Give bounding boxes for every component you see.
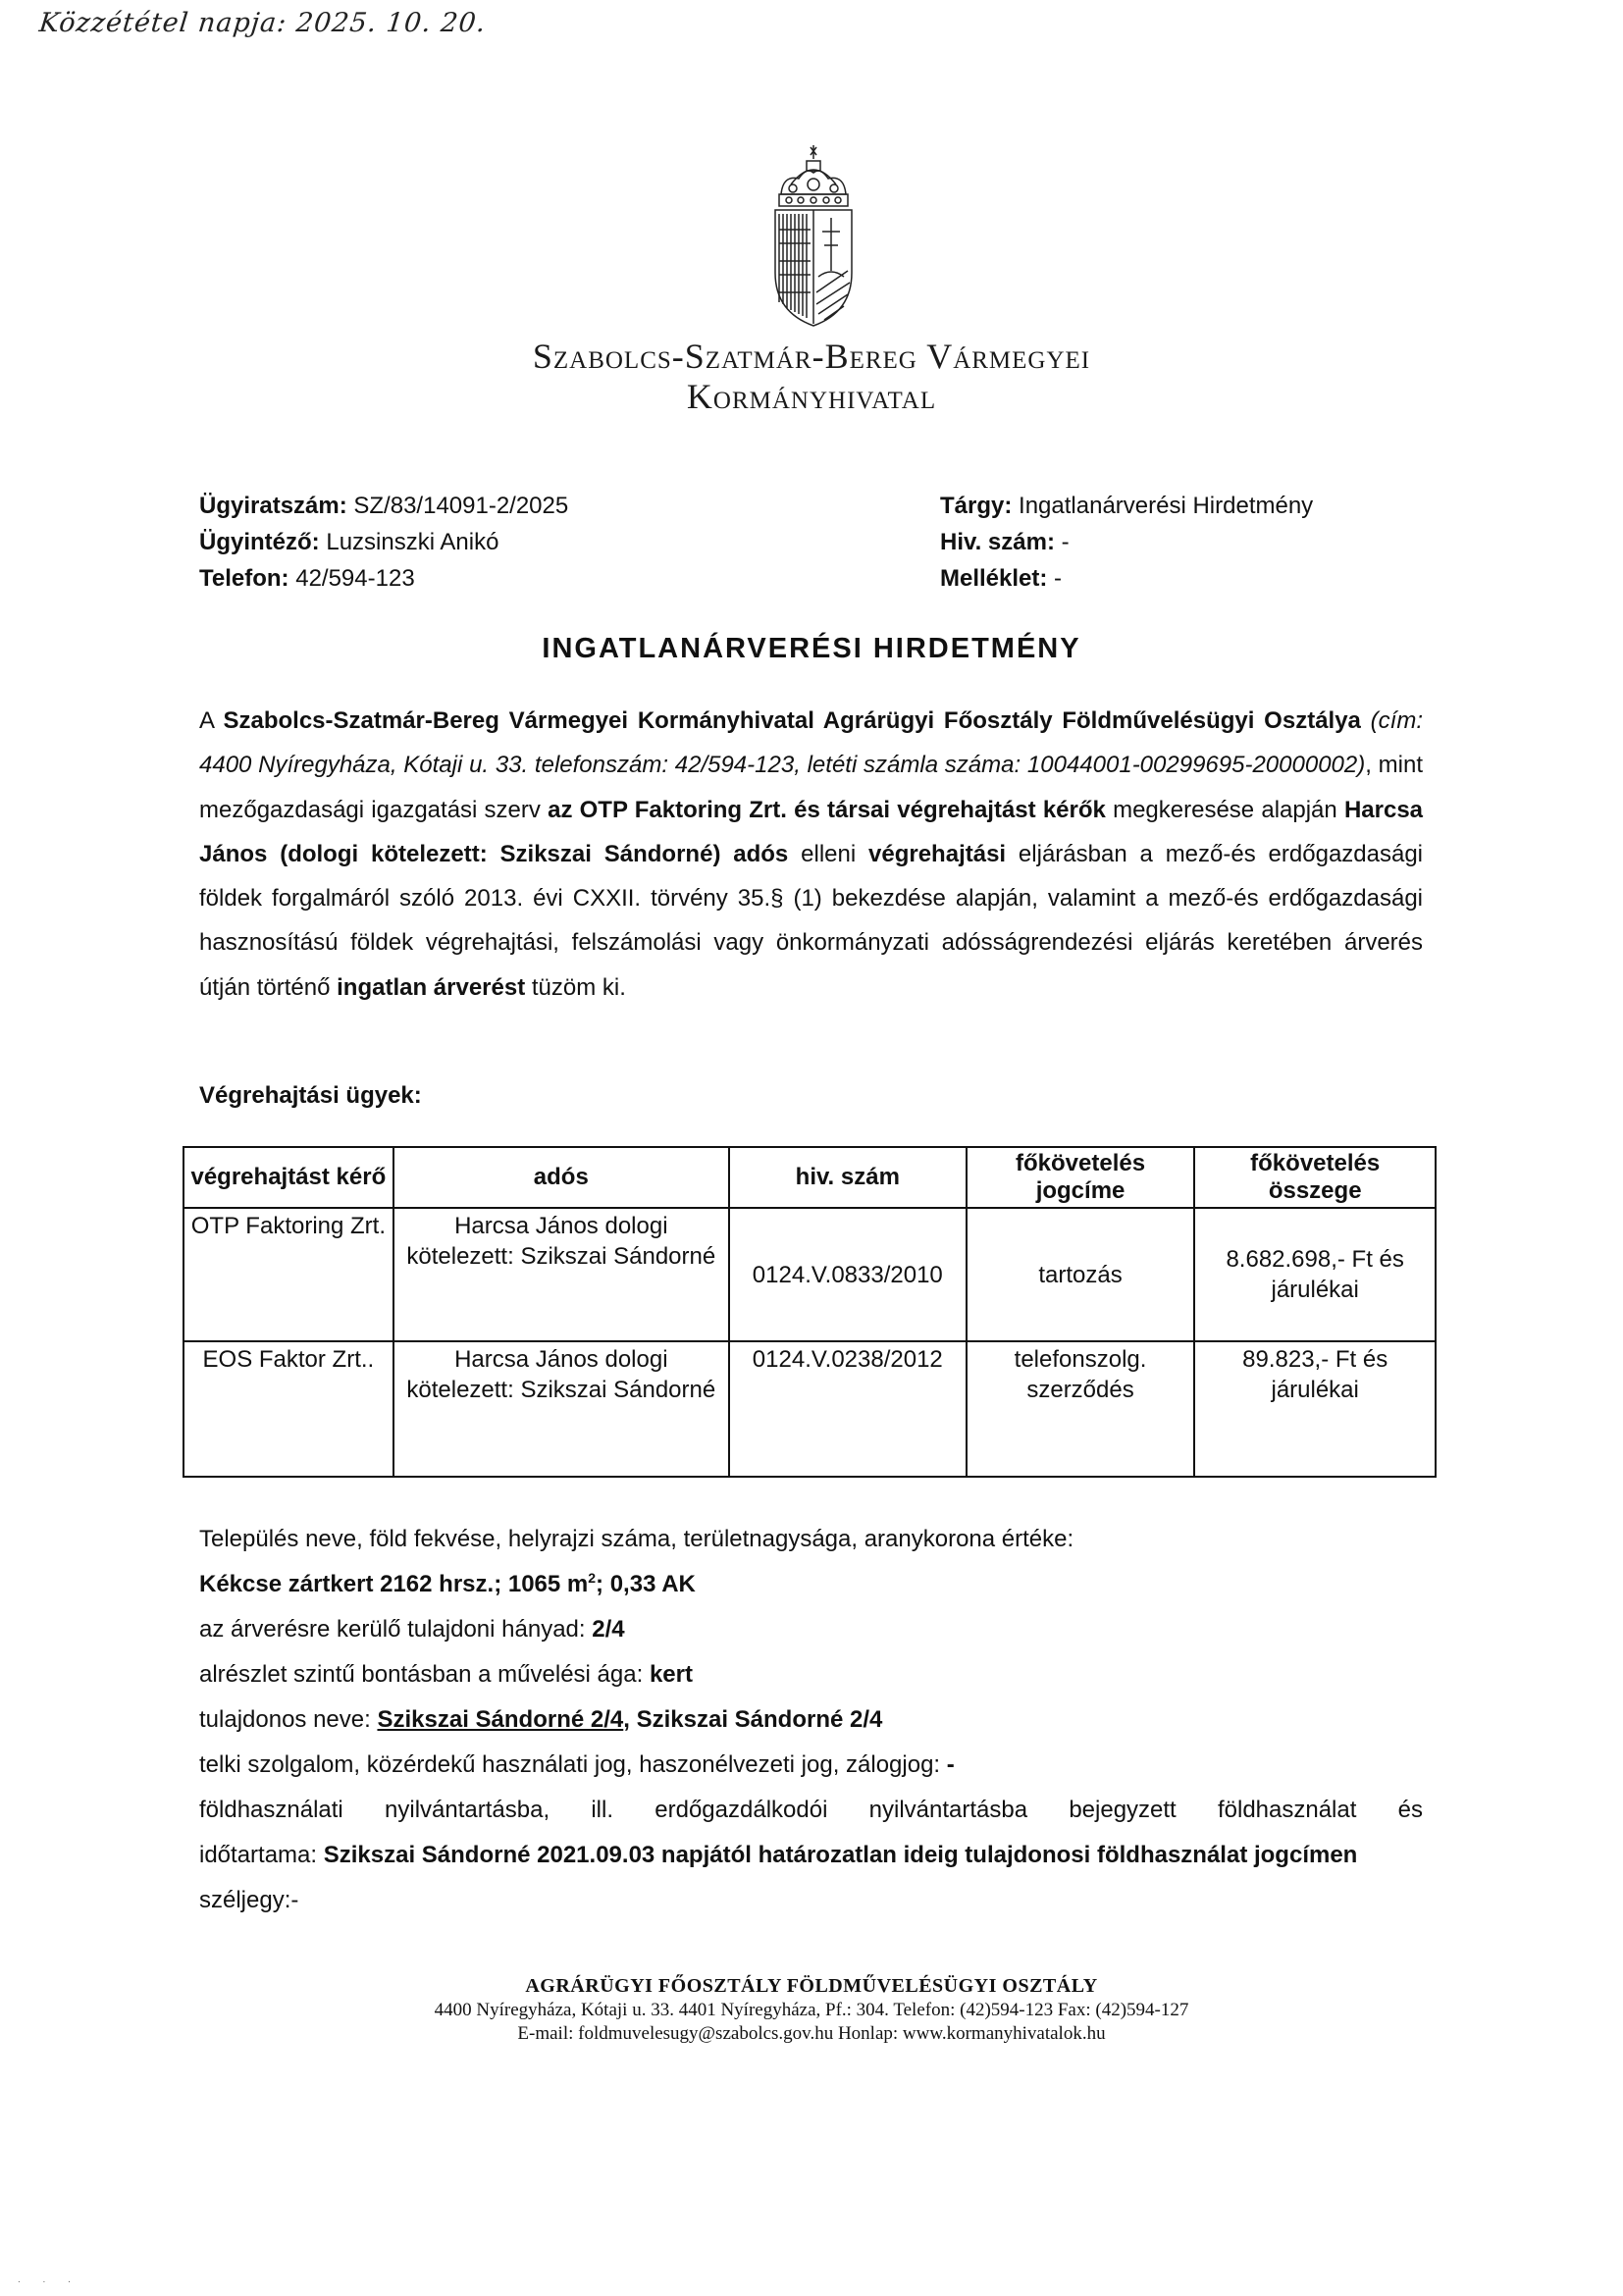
attachment-row <box>940 560 1313 597</box>
reference-label: Hiv. szám: <box>940 529 1055 555</box>
parcel-description <box>199 1562 1423 1607</box>
ownership-share-value: 2/4 <box>592 1616 625 1643</box>
auction-phrase: ingatlan árverést <box>337 973 526 1001</box>
body-text: elleni <box>788 840 869 867</box>
scan-artifact-marks: . . . <box>18 2274 80 2285</box>
issuing-authority: Szabolcs-Szatmár-Bereg Vármegyei Kormányhivatal Agrárügyi Főosztály Földművelésügyi Osztálya <box>223 707 1361 734</box>
letterhead-footer <box>0 1973 1623 2046</box>
case-metadata-left <box>199 488 568 597</box>
column-header-debtor: adós <box>393 1147 729 1208</box>
creditor-name: az OTP Faktoring Zrt. <box>548 796 787 823</box>
encumbrances-label: telki szolgalom, közérdekű használati jog, haszonélvezeti jog, zálogjog: <box>199 1751 947 1778</box>
gold-crown-value: ; 0,33 AK <box>596 1571 696 1597</box>
owner-name-1: Szikszai Sándorné 2/4 <box>377 1706 624 1733</box>
debtor-cell: Harcsa János dologi kötelezett: Szikszai Sándorné <box>393 1341 729 1477</box>
reference-cell: 0124.V.0833/2010 <box>729 1208 967 1341</box>
land-use-duration-row <box>199 1833 1423 1878</box>
authority-contact-details: (cím: 4400 Nyíregyháza, Kótaji u. 33. telefonszám: 42/594-123, letéti számla száma: 10044001-00299695-20000002) <box>199 707 1423 779</box>
reference-row <box>940 524 1313 560</box>
cultivation-row <box>199 1652 1423 1697</box>
subject-value: Ingatlanárverési Hirdetmény <box>1019 493 1314 519</box>
claim-amount-cell: 8.682.698,- Ft és járulékai <box>1194 1208 1436 1341</box>
land-use-duration-value: Szikszai Sándorné 2021.09.03 napjától határozatlan ideig tulajdonosi földhasználat jogcímen <box>323 1842 1358 1868</box>
case-number-value: SZ/83/14091-2/2025 <box>353 493 569 519</box>
ownership-share-label: az árverésre kerülő tulajdoni hányad: <box>199 1616 593 1643</box>
claim-title-cell: telefonszolg. szerződés <box>967 1341 1195 1477</box>
claim-title-cell: tartozás <box>967 1208 1195 1341</box>
column-header-creditor: végrehajtást kérő <box>183 1147 393 1208</box>
encumbrances-row <box>199 1743 1423 1788</box>
debtor-name: Harcsa János (dologi kötelezett: Szikszai Sándorné) adós <box>199 796 1424 867</box>
footer-department: AGRÁRÜGYI FŐOSZTÁLY FÖLDMŰVELÉSÜGYI OSZTÁLY <box>525 1975 1098 1997</box>
reference-cell: 0124.V.0238/2012 <box>729 1341 967 1477</box>
owner-row <box>199 1697 1423 1743</box>
enforcement-cases-table <box>183 1146 1437 1478</box>
announcement-paragraph <box>199 699 1423 1010</box>
body-text: megkeresése alapján <box>1105 796 1344 823</box>
case-officer-value: Luzsinszki Anikó <box>326 529 499 555</box>
area-superscript: 2 <box>588 1570 597 1586</box>
attachment-value: - <box>1054 565 1063 592</box>
footer-contact: E-mail: foldmuvelesugy@szabolcs.gov.hu Honlap: www.kormanyhivatalok.hu <box>517 2023 1106 2044</box>
land-use-duration-label: időtartama: <box>199 1842 324 1868</box>
creditors-phrase: és társai végrehajtást kérők <box>794 796 1106 823</box>
owner-name-2: Szikszai Sándorné 2/4 <box>636 1706 883 1733</box>
case-officer-row <box>199 524 568 560</box>
subject-row <box>940 488 1313 524</box>
phone-value: 42/594-123 <box>295 565 415 592</box>
body-text: , mint mezőgazdasági igazgatási szerv <box>199 752 1423 823</box>
reference-value: - <box>1061 529 1070 555</box>
footer-address: 4400 Nyíregyháza, Kótaji u. 33. 4401 Nyíregyháza, Pf.: 304. Telefon: (42)594-123 Fax: (42)594-127 <box>434 2000 1189 2020</box>
property-details <box>199 1517 1423 1923</box>
debtor-cell: Harcsa János dologi kötelezett: Szikszai Sándorné <box>393 1208 729 1341</box>
owner-label: tulajdonos neve: <box>199 1706 378 1733</box>
creditor-cell: OTP Faktoring Zrt. <box>183 1208 393 1341</box>
document-title: INGATLANÁRVERÉSI HIRDETMÉNY <box>542 633 1081 664</box>
property-details-intro: Település neve, föld fekvése, helyrajzi száma, területnagysága, aranykorona értéke: <box>199 1526 1074 1552</box>
agency-name-line2: Kormányhivatal <box>686 377 937 416</box>
cultivation-label: alrészlet szintű bontásban a művelési ága: <box>199 1661 650 1688</box>
encumbrances-value: - <box>946 1751 955 1778</box>
column-header-claim-title: főkövetelés jogcíme <box>967 1147 1195 1208</box>
case-officer-label: Ügyintéző: <box>199 529 320 555</box>
table-row <box>183 1208 1436 1341</box>
creditor-cell: EOS Faktor Zrt.. <box>183 1341 393 1477</box>
body-text: tüzöm ki. <box>525 973 626 1001</box>
enforcement-cases-label: Végrehajtási ügyek: <box>199 1082 422 1109</box>
claim-amount-cell: 89.823,- Ft és járulékai <box>1194 1341 1436 1477</box>
land-use-line1: földhasználati nyilvántartásba, ill. erdőgazdálkodói nyilvántartásba bejegyzett földhasználat és <box>199 1797 1423 1823</box>
column-header-reference: hiv. szám <box>729 1147 967 1208</box>
body-text: A <box>199 707 224 734</box>
attachment-label: Melléklet: <box>940 565 1048 592</box>
cultivation-value: kert <box>649 1661 693 1688</box>
column-header-claim-amount: főkövetelés összege <box>1194 1147 1436 1208</box>
table-header-row <box>183 1147 1436 1208</box>
phone-label: Telefon: <box>199 565 289 592</box>
publication-date-handwritten-note: Közzététel napja: 2025. 10. 20. <box>37 8 488 38</box>
case-metadata-right <box>940 488 1313 597</box>
subject-label: Tárgy: <box>940 493 1013 519</box>
case-number-label: Ügyiratszám: <box>199 493 347 519</box>
procedure-type: végrehajtási <box>868 840 1007 867</box>
agency-name-line1: Szabolcs-Szatmár-Bereg Vármegyei <box>532 337 1091 376</box>
owner-separator: , <box>623 1706 637 1733</box>
ownership-share-row <box>199 1607 1423 1652</box>
parcel-text: Kékcse zártkert 2162 hrsz.; 1065 m <box>199 1571 589 1597</box>
table-row <box>183 1341 1436 1477</box>
margin-note: széljegy:- <box>199 1887 299 1913</box>
hungarian-coat-of-arms-icon <box>771 145 856 328</box>
case-number-row <box>199 488 568 524</box>
legal-basis-text: eljárásban a mező-és erdőgazdasági földek forgalmáról szóló 2013. évi CXXII. törvény 35.§ (1) bekezdése alapján, valamint a mező-és erdőgazdasági hasznosítású földek végrehajtási, felszámolási vagy önkormányzati adósságrendezési eljárás keretében árverés útján történő <box>199 840 1424 1001</box>
phone-row <box>199 560 568 597</box>
